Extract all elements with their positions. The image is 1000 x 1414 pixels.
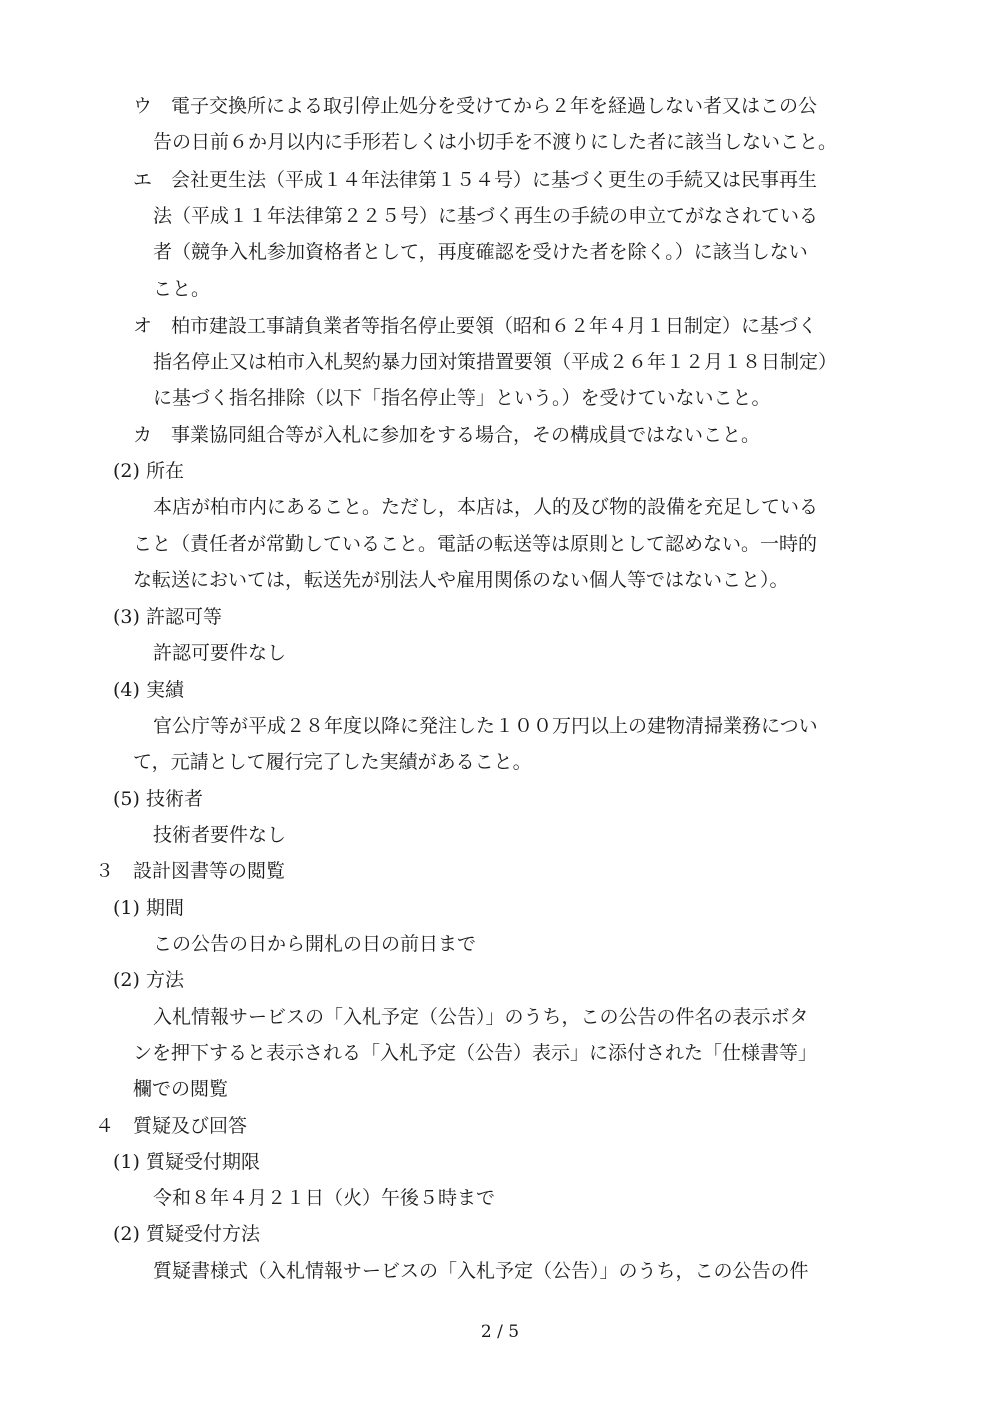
text-line: 欄での閲覧	[133, 1078, 229, 1100]
text-line: 官公庁等が平成２８年度以降に発注した１００万円以上の建物清掃業務につい	[153, 715, 818, 737]
text-line: こと。	[153, 278, 211, 300]
text-line: ウ 電子交換所による取引停止処分を受けてから２年を経過しない者又はこの公	[133, 95, 818, 117]
text-line: この公告の日から開札の日の前日まで	[153, 933, 477, 955]
text-line: 告の日前６か月以内に手形若しくは小切手を不渡りにした者に該当しないこと。	[153, 131, 838, 153]
text-line: 許認可要件なし	[153, 642, 287, 664]
text-line: ンを押下すると表示される「入札予定（公告）表示」に添付された「仕様書等」	[133, 1042, 818, 1064]
text-line: 本店が柏市内にあること。ただし，本店は，人的及び物的設備を充足している	[153, 496, 819, 518]
text-line: エ 会社更生法（平成１４年法律第１５４号）に基づく更生の手続又は民事再生	[133, 169, 818, 191]
section-heading: (4) 実績	[113, 679, 184, 701]
text-line: カ 事業協同組合等が入札に参加をする場合，その構成員ではないこと。	[133, 424, 761, 446]
section-heading: (2) 所在	[113, 460, 184, 482]
text-line: 法（平成１１年法律第２２５号）に基づく再生の手続の申立てがなされている	[153, 205, 819, 227]
section-heading: (2) 方法	[113, 969, 184, 991]
text-line: 者（競争入札参加資格者として，再度確認を受けた者を除く。）に該当しない	[153, 241, 808, 263]
section-heading: (5) 技術者	[113, 788, 203, 810]
text-line: に基づく指名排除（以下「指名停止等」という。）を受けていないこと。	[153, 387, 771, 409]
text-line: 入札情報サービスの「入札予定（公告）」のうち，この公告の件名の表示ボタ	[153, 1006, 809, 1028]
section-heading: (1) 質疑受付期限	[113, 1151, 260, 1173]
text-line: 技術者要件なし	[153, 824, 287, 846]
text-line: 令和８年４月２１日（火）午後５時まで	[153, 1187, 496, 1209]
text-line: な転送においては，転送先が別法人や雇用関係のない個人等ではないこと）。	[133, 569, 789, 591]
text-line: 質疑書様式（入札情報サービスの「入札予定（公告）」のうち，この公告の件	[153, 1260, 809, 1282]
chapter-heading: ４ 質疑及び回答	[95, 1115, 248, 1137]
section-heading: (1) 期間	[113, 897, 184, 919]
text-line: 指名停止又は柏市入札契約暴力団対策措置要領（平成２６年１２月１８日制定）	[153, 351, 838, 373]
chapter-heading: ３ 設計図書等の閲覧	[95, 860, 286, 882]
section-heading: (2) 質疑受付方法	[113, 1223, 260, 1245]
section-heading: (3) 許認可等	[113, 606, 222, 628]
text-line: て，元請として履行完了した実績があること。	[133, 751, 532, 773]
text-line: こと（責任者が常勤していること。電話の転送等は原則として認めない。一時的	[133, 533, 818, 555]
page-number: 2 / 5	[480, 1322, 520, 1342]
text-line: オ 柏市建設工事請負業者等指名停止要領（昭和６２年４月１日制定）に基づく	[133, 315, 818, 337]
